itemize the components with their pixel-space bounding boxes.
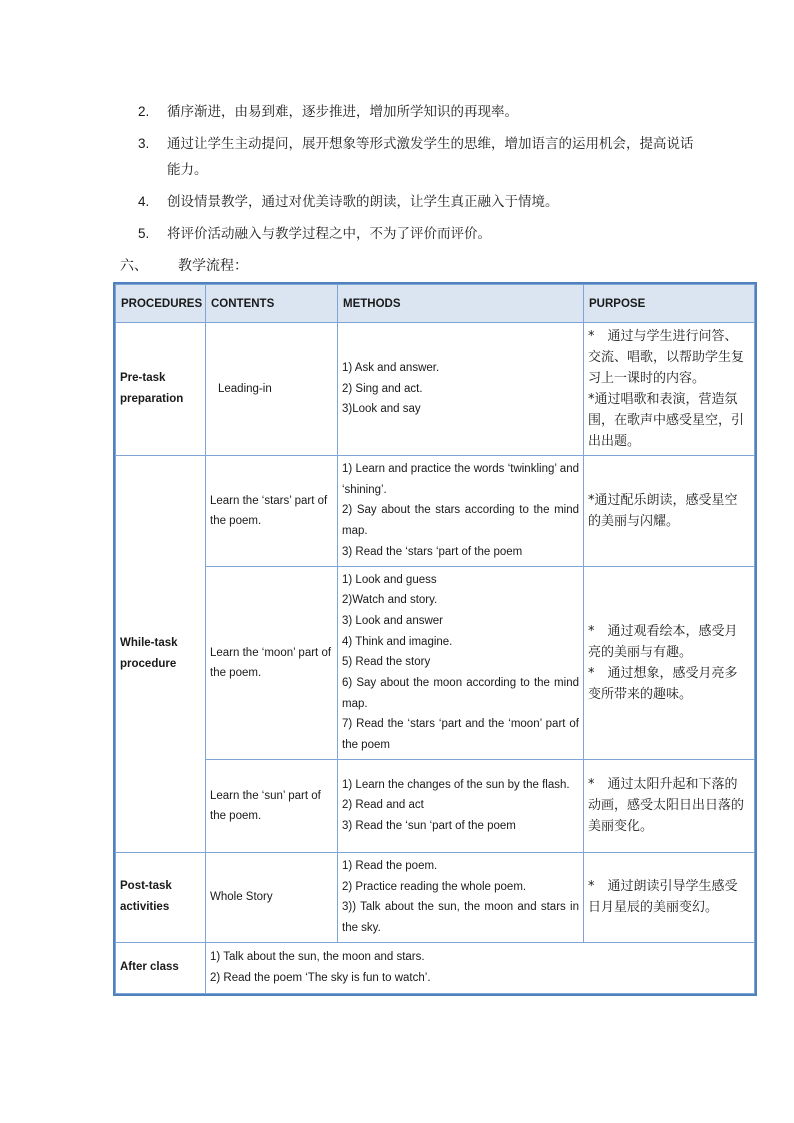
purpose-item: *通过唱歌和表演，营造氛围，在歌声中感受星空，引出出题。 — [588, 392, 745, 449]
section-number: 六、 — [120, 258, 148, 274]
purpose-cell — [584, 759, 755, 852]
purpose-item: * 通过与学生进行问答、交流、唱歌，以帮助学生复习上一课时的内容。 — [588, 329, 745, 386]
section-heading — [120, 255, 248, 275]
method-item: 7) Read the ‘stars ‘part and the ‘moon’ part of the poem — [342, 718, 579, 752]
method-item: 1) Ask and answer. — [342, 361, 440, 374]
list-number: 5. — [138, 226, 150, 241]
methods-cell — [338, 852, 584, 942]
method-item: 1) Look and guess — [342, 573, 437, 586]
section-title: 教学流程： — [178, 258, 248, 274]
method-item: 3) Read the ‘stars ‘part of the poem — [342, 545, 523, 558]
purpose-cell — [584, 852, 755, 942]
procedure-cell: While-task procedure — [116, 456, 206, 853]
method-item: 6) Say about the moon according to the mind map. — [342, 677, 579, 710]
purpose-item: * 通过想象，感受月亮多变所带来的趣味。 — [588, 665, 738, 702]
method-item: 2) Practice reading the whole poem. — [342, 880, 527, 893]
list-number: 4. — [138, 194, 150, 209]
table-row — [116, 323, 755, 456]
content-cell: Learn the ‘moon’ part of the poem. — [206, 566, 338, 759]
purpose-cell — [584, 566, 755, 759]
methods-cell — [338, 566, 584, 759]
table-row — [116, 942, 755, 993]
header-procedures: PROCEDURES — [116, 285, 206, 323]
principles-list — [138, 99, 698, 253]
table-row — [116, 759, 755, 852]
method-item: 1) Learn and practice the words ‘twinkling’ and ‘shining’. — [342, 463, 579, 496]
list-text: 循序渐进，由易到难，逐步推进，增加所学知识的再现率。 — [167, 104, 518, 120]
purpose-item: * 通过朗读引导学生感受日月星辰的美丽变幻。 — [588, 879, 738, 916]
method-item: 1) Learn the changes of the sun by the flash. — [342, 778, 570, 791]
procedure-cell: After class — [116, 942, 206, 993]
method-item: 2)Watch and story. — [342, 594, 438, 607]
list-item — [138, 99, 698, 125]
method-item: 1) Read the poem. — [342, 859, 438, 872]
content-cell: Whole Story — [206, 852, 338, 942]
method-item: 1) Talk about the sun, the moon and stars. — [210, 950, 425, 963]
list-number: 3. — [138, 136, 150, 151]
table-row — [116, 566, 755, 759]
method-item: 3) Read the ‘sun ‘part of the poem — [342, 820, 516, 833]
purpose-cell — [584, 456, 755, 567]
method-item: 2) Read and act — [342, 799, 424, 812]
procedure-cell: Pre-task preparation — [116, 323, 206, 456]
header-purpose: PURPOSE — [584, 285, 755, 323]
purpose-item: * 通过观看绘本，感受月亮的美丽与有趣。 — [588, 623, 738, 660]
list-item — [138, 221, 698, 247]
method-item: 2) Read the poem ‘The sky is fun to watch’. — [210, 971, 431, 984]
procedure-table — [115, 284, 755, 994]
content-cell: Learn the ‘sun’ part of the poem. — [206, 759, 338, 852]
procedure-cell: Post-task activities — [116, 852, 206, 942]
purpose-item: * 通过太阳升起和下落的动画，感受太阳日出日落的美丽变化。 — [588, 777, 745, 835]
list-text: 将评价活动融入与教学过程之中，不为了评价而评价。 — [167, 226, 491, 242]
method-item: 2) Sing and act. — [342, 382, 423, 395]
list-number: 2. — [138, 104, 150, 119]
table-row — [116, 852, 755, 942]
table-header-row — [116, 285, 755, 323]
methods-cell — [338, 456, 584, 567]
list-item — [138, 189, 698, 215]
method-item: 4) Think and imagine. — [342, 635, 453, 648]
method-item: 2) Say about the stars according to the mind map. — [342, 504, 579, 538]
table-row — [116, 456, 755, 567]
header-methods: METHODS — [338, 285, 584, 323]
list-text: 创设情景教学，通过对优美诗歌的朗读，让学生真正融入于情境。 — [167, 194, 559, 210]
list-text: 通过让学生主动提问，展开想象等形式激发学生的思维，增加语言的运用机会，提高说话能力。 — [167, 136, 694, 178]
header-contents: CONTENTS — [206, 285, 338, 323]
method-item: 3)Look and say — [342, 403, 421, 416]
purpose-cell — [584, 323, 755, 456]
content-cell: Leading-in — [206, 323, 338, 456]
method-item: 5) Read the story — [342, 656, 431, 669]
methods-cell — [338, 759, 584, 852]
method-item: 3)) Talk about the sun, the moon and stars in the sky. — [342, 901, 579, 935]
methods-cell — [338, 323, 584, 456]
content-cell: Learn the ‘stars’ part of the poem. — [206, 456, 338, 567]
methods-cell — [206, 942, 755, 993]
purpose-item: *通过配乐朗读，感受星空的美丽与闪耀。 — [588, 492, 738, 529]
method-item: 3) Look and answer — [342, 614, 444, 627]
list-item — [138, 131, 698, 183]
